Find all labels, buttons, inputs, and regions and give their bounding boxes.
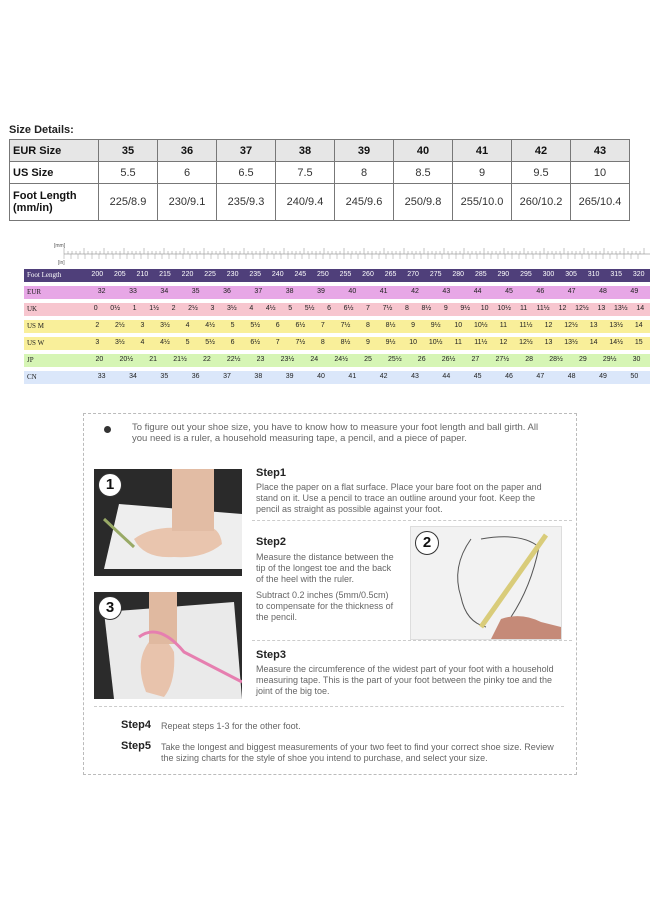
conversion-cell: 22½ [226, 356, 241, 363]
table-cell: 9 [453, 162, 512, 184]
conversion-cell: 5 [230, 322, 235, 329]
conversion-cell: 6 [230, 339, 235, 346]
conversion-cell: 50 [630, 373, 639, 380]
conversion-cell: 14 [589, 339, 598, 346]
conversion-cell: 42 [411, 288, 419, 295]
conversion-row [24, 286, 650, 299]
conversion-cell: 11½ [536, 305, 550, 312]
conversion-cell: 315 [610, 271, 622, 278]
size-header-row [10, 140, 630, 162]
conversion-cell: 10½ [497, 305, 511, 312]
header-cell: 36 [158, 140, 217, 162]
conversion-cell: 3½ [114, 339, 125, 346]
conversion-cell: 47 [536, 373, 545, 380]
conversion-cell: 4 [249, 305, 254, 312]
conversion-cell: 11½ [474, 339, 488, 346]
conversion-cell: 2½ [188, 305, 198, 312]
conversion-cell: 36 [223, 288, 231, 295]
step2-text-2: Subtract 0.2 inches (5mm/0.5cm) to compensate for the thickness of the pencil. [256, 590, 394, 622]
conversion-cell: 42 [379, 373, 388, 380]
ruler-unit-mm: [mm] [54, 243, 66, 249]
row-label: Foot Length (mm/in) [10, 184, 99, 221]
table-cell: 265/10.4 [571, 184, 630, 221]
table-cell: 10 [571, 162, 630, 184]
conversion-row [24, 320, 650, 333]
conversion-cell: 215 [159, 271, 171, 278]
divider [252, 640, 572, 641]
conversion-cell: 11 [454, 339, 462, 346]
conversion-cell: 310 [587, 271, 600, 278]
conversion-cell: 46 [536, 288, 545, 295]
conversion-cell: 10 [409, 339, 417, 346]
conversion-cell: 28½ [549, 356, 563, 363]
conversion-cell: 7 [320, 322, 325, 329]
divider [252, 520, 572, 521]
conversion-cell: 9½ [430, 322, 441, 329]
conversion-cell: 260 [362, 271, 374, 278]
conversion-cell: 4½ [160, 339, 170, 346]
guide-intro: To figure out your shoe size, you have to know how to measure your foot length and ball girth. All you need is a ruler, a household measuring tape, a pencil, and a piece of paper. [132, 422, 539, 444]
conversion-cell: 250 [317, 271, 329, 278]
table-cell: 8 [335, 162, 394, 184]
conversion-cell: 6 [327, 305, 332, 312]
table-cell: 260/10.2 [512, 184, 571, 221]
conversion-cell: 7½ [382, 305, 393, 312]
conversion-cell: 205 [113, 271, 126, 278]
conversion-cell: 5½ [250, 322, 261, 329]
bullet-icon [104, 426, 111, 433]
conversion-cell: 27 [471, 356, 480, 363]
conversion-cell: 200 [91, 271, 104, 278]
conversion-cell: 12 [499, 339, 508, 346]
conversion-cell: 225 [204, 271, 216, 278]
conversion-cell: 14 [636, 305, 645, 312]
conversion-cell: 33 [129, 288, 137, 295]
conversion-cell: 35 [191, 288, 200, 295]
conversion-cell: 12 [558, 305, 567, 312]
conversion-cell: 38 [285, 288, 294, 295]
conversion-cell: 0 [93, 305, 98, 312]
table-cell: 9.5 [512, 162, 571, 184]
conversion-cell: 22 [202, 356, 211, 363]
conversion-cell: 3½ [226, 305, 237, 312]
conversion-cell: 48 [599, 288, 607, 295]
conversion-cell: 49 [599, 373, 607, 380]
conversion-cell: 255 [339, 271, 352, 278]
conversion-cell: 47 [567, 288, 576, 295]
conversion-cell: 10½ [428, 339, 443, 346]
step3-text: Measure the circumference of the widest part of your foot with a household measuring tape. This is the part of your foot between the pinky toe and the joint of the big toe. [256, 664, 554, 696]
conversion-row-label: US M [27, 322, 44, 330]
us-size-row [10, 162, 630, 184]
step3-title: Step3 [256, 649, 286, 661]
conversion-cell: 25 [364, 356, 372, 363]
table-cell: 6 [158, 162, 217, 184]
step1-title: Step1 [256, 467, 286, 479]
conversion-cell: 11 [519, 305, 528, 312]
conversion-cell: 37 [223, 373, 231, 380]
conversion-cell: 21 [149, 356, 158, 363]
measuring-guide [83, 413, 577, 775]
conversion-row [24, 371, 650, 384]
conversion-cell: 270 [407, 271, 419, 278]
conversion-cell: 9½ [460, 305, 471, 312]
conversion-cell: 34 [129, 373, 137, 380]
table-cell: 255/10.0 [453, 184, 512, 221]
conversion-cell: 1½ [149, 305, 159, 312]
table-cell: 250/9.8 [394, 184, 453, 221]
conversion-cell: 40 [348, 288, 357, 295]
conversion-row [24, 269, 650, 282]
conversion-cell: 8½ [421, 305, 432, 312]
conversion-cell: 29½ [602, 356, 617, 363]
conversion-cell: 285 [474, 271, 487, 278]
conversion-cell: 6½ [250, 339, 261, 346]
conversion-cell: 8 [404, 305, 409, 312]
conversion-cell: 43 [411, 373, 419, 380]
table-cell: 6.5 [217, 162, 276, 184]
step-badge: 2 [415, 531, 439, 555]
header-cell: 42 [512, 140, 571, 162]
step-badge: 3 [98, 596, 122, 620]
conversion-cell: 8½ [385, 322, 396, 329]
conversion-cell: 230 [226, 271, 239, 278]
conversion-cell: 210 [136, 271, 149, 278]
conversion-cell: 300 [542, 271, 555, 278]
conversion-cell: 49 [630, 288, 639, 295]
conversion-cell: 41 [348, 373, 357, 380]
conversion-cell: 245 [294, 271, 307, 278]
conversion-cell: 39 [285, 373, 294, 380]
conversion-cell: 12 [544, 322, 553, 329]
conversion-cell: 44 [442, 373, 451, 380]
conversion-cell: 4½ [265, 305, 276, 312]
conversion-cell: 220 [181, 271, 194, 278]
conversion-cell: 9 [443, 305, 448, 312]
conversion-cell: 29 [578, 356, 587, 363]
conversion-cell: 28 [525, 356, 534, 363]
header-cell: 35 [99, 140, 158, 162]
conversion-cell: 5½ [205, 339, 215, 346]
step4-title: Step4 [121, 719, 151, 731]
conversion-cell: 280 [452, 271, 465, 278]
conversion-row-label: CN [27, 373, 37, 381]
table-cell: 245/9.6 [335, 184, 394, 221]
header-cell: 40 [394, 140, 453, 162]
conversion-row-label: UK [27, 305, 38, 313]
table-cell: 7.5 [276, 162, 335, 184]
header-cell: 38 [276, 140, 335, 162]
conversion-cell: 265 [384, 271, 397, 278]
conversion-row-label: Foot Length [27, 271, 62, 279]
ruler-unit-in: [in] [58, 260, 65, 266]
conversion-cell: 320 [632, 271, 645, 278]
conversion-cell: 10 [480, 305, 489, 312]
table-cell: 235/9.3 [217, 184, 276, 221]
conversion-cell: 23 [256, 356, 265, 363]
conversion-cell: 24½ [334, 356, 348, 363]
step2-photo [410, 526, 562, 640]
conversion-cell: 10½ [473, 322, 488, 329]
step4-text: Repeat steps 1-3 for the other foot. [161, 721, 301, 731]
conversion-cell: 5½ [304, 305, 315, 312]
step-badge: 1 [98, 473, 122, 497]
conversion-cell: 9 [411, 322, 416, 329]
conversion-cell: 305 [565, 271, 577, 278]
table-cell: 5.5 [99, 162, 158, 184]
conversion-cell: 9 [366, 339, 370, 346]
conversion-cell: 2 [95, 322, 100, 329]
conversion-cell: 13 [597, 305, 606, 312]
conversion-row [24, 303, 650, 316]
conversion-cell: 12½ [564, 322, 578, 329]
conversion-cell: 3 [140, 322, 145, 329]
conversion-cell: 33 [97, 373, 106, 380]
conversion-cell: 43 [442, 288, 451, 295]
step5-title: Step5 [121, 740, 151, 752]
header-cell: 39 [335, 140, 394, 162]
conversion-cell: 23½ [280, 356, 295, 363]
conversion-cell: 8½ [340, 339, 351, 346]
step2-text: Measure the distance between the tip of the longest toe and the back of the heel with the ruler. [256, 552, 394, 584]
conversion-cell: 4 [140, 339, 145, 346]
conversion-cell: 295 [520, 271, 532, 278]
header-cell: EUR Size [10, 140, 99, 162]
step3-photo [94, 592, 242, 699]
conversion-cell: 6 [275, 322, 280, 329]
divider [94, 706, 564, 707]
conversion-cell: 35 [160, 373, 169, 380]
conversion-cell: 7½ [295, 339, 306, 346]
foot-length-row [10, 184, 630, 221]
conversion-cell: 0½ [110, 305, 121, 312]
conversion-cell: 8 [366, 322, 370, 329]
conversion-cell: 4 [185, 322, 190, 329]
conversion-cell: 290 [497, 271, 510, 278]
step1-photo [94, 469, 242, 576]
conversion-cell: 2½ [114, 322, 125, 329]
conversion-cell: 32 [97, 288, 106, 295]
conversion-row-label: EUR [27, 288, 41, 296]
conversion-cell: 7½ [340, 322, 351, 329]
conversion-cell: 11½ [519, 322, 533, 329]
conversion-cell: 12½ [519, 339, 533, 346]
conversion-cell: 20 [95, 356, 104, 363]
conversion-cell: 13 [544, 339, 553, 346]
conversion-cell: 14½ [609, 339, 623, 346]
conversion-cell: 13½ [609, 322, 623, 329]
conversion-row [24, 337, 650, 350]
conversion-cell: 5 [288, 305, 293, 312]
conversion-cell: 39 [317, 288, 325, 295]
conversion-cell: 275 [429, 271, 442, 278]
table-cell: 240/9.4 [276, 184, 335, 221]
conversion-cell: 27½ [495, 356, 510, 363]
conversion-cell: 21½ [173, 356, 187, 363]
conversion-cell: 9½ [385, 339, 396, 346]
conversion-cell: 3 [210, 305, 215, 312]
conversion-cell: 3 [95, 339, 100, 346]
conversion-cell: 26½ [441, 356, 456, 363]
conversion-cell: 1 [132, 305, 137, 312]
conversion-cell: 240 [271, 271, 284, 278]
conversion-cell: 12½ [575, 305, 589, 312]
ruler-graphic [24, 240, 650, 268]
conversion-cell: 24 [310, 356, 319, 363]
table-cell: 8.5 [394, 162, 453, 184]
conversion-cell: 6½ [295, 322, 306, 329]
step1-text: Place the paper on a flat surface. Place your bare foot on the paper and stand on it. Use a pencil to trace an outline around your foot. Keep the pencil as straight as possible against your foot. [256, 482, 542, 514]
conversion-cell: 7 [275, 339, 280, 346]
conversion-cell: 45 [505, 288, 513, 295]
header-cell: 41 [453, 140, 512, 162]
conversion-cell: 41 [379, 288, 388, 295]
header-cell: 43 [571, 140, 630, 162]
row-label: US Size [10, 162, 99, 184]
header-cell: 37 [217, 140, 276, 162]
conversion-cell: 7 [366, 305, 370, 312]
conversion-cell: 48 [567, 373, 576, 380]
conversion-row [24, 354, 650, 367]
conversion-cell: 38 [254, 373, 263, 380]
conversion-cell: 34 [160, 288, 169, 295]
table-cell: 230/9.1 [158, 184, 217, 221]
conversion-cell: 13 [589, 322, 598, 329]
conversion-cell: 46 [505, 373, 513, 380]
size-details-table [9, 139, 630, 221]
conversion-cell: 235 [249, 271, 262, 278]
conversion-cell: 5 [185, 339, 190, 346]
step2-title: Step2 [256, 536, 286, 548]
conversion-cell: 11 [499, 322, 507, 329]
conversion-cell: 37 [254, 288, 263, 295]
size-details-title: Size Details: [9, 124, 74, 136]
conversion-cell: 13½ [614, 305, 628, 312]
conversion-cell: 26 [417, 356, 426, 363]
conversion-cell: 14 [634, 322, 643, 329]
conversion-cell: 45 [473, 373, 482, 380]
conversion-cell: 4½ [205, 322, 215, 329]
conversion-cell: 15 [634, 339, 643, 346]
conversion-cell: 10 [454, 322, 463, 329]
conversion-cell: 6½ [343, 305, 354, 312]
conversion-cell: 8 [320, 339, 325, 346]
step5-text: Take the longest and biggest measurements of your two feet to find your correct shoe size. Review the sizing charts for the style of shoe you intend to purchase, and select your size. [161, 742, 554, 763]
conversion-cell: 3½ [160, 322, 170, 329]
conversion-row-label: US W [27, 339, 45, 347]
conversion-cell: 25½ [388, 356, 402, 363]
conversion-cell: 13½ [564, 339, 578, 346]
conversion-cell: 44 [473, 288, 482, 295]
conversion-cell: 2 [171, 305, 176, 312]
conversion-cell: 30 [632, 356, 641, 363]
conversion-row-label: JP [27, 356, 34, 364]
conversion-cell: 40 [317, 373, 325, 380]
conversion-cell: 36 [191, 373, 200, 380]
table-cell: 225/8.9 [99, 184, 158, 221]
conversion-cell: 20½ [119, 356, 134, 363]
size-conversion-chart [24, 240, 650, 390]
